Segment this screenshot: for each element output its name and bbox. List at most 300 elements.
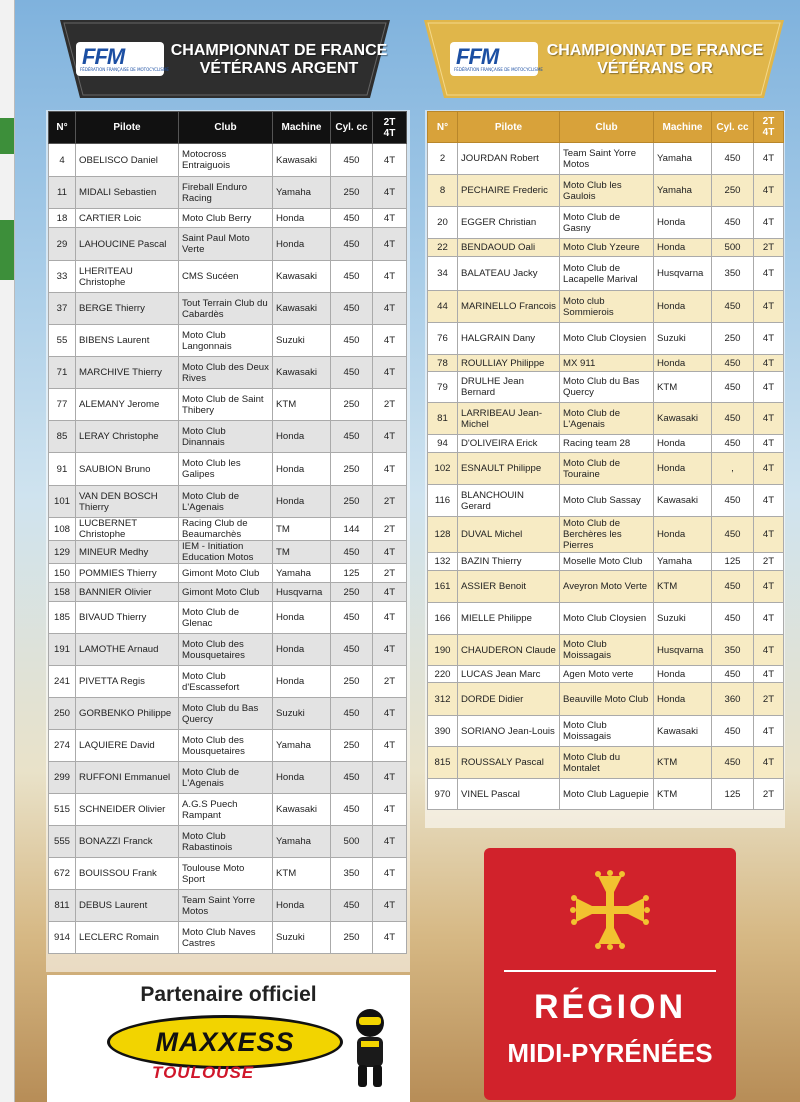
col-machine: Machine: [273, 112, 331, 144]
cell-machine: Honda: [654, 291, 712, 323]
cell-club: IEM - Initiation Education Motos: [179, 541, 273, 564]
cell-club: Motocross Entraiguois: [179, 144, 273, 177]
cell-machine: Kawasaki: [654, 403, 712, 435]
cell-pilote: BONAZZI Franck: [76, 826, 179, 858]
cell-type: 4T: [754, 403, 784, 435]
cell-pilote: MARCHIVE Thierry: [76, 357, 179, 389]
cell-club: Moto Club de L'Agenais: [179, 762, 273, 794]
cell-cyl: 450: [712, 666, 754, 683]
table-row: [428, 143, 784, 175]
cell-club: Moto Club Cloysien: [560, 323, 654, 355]
maxxess-city: TOULOUSE: [152, 1063, 255, 1082]
cell-type: 2T: [373, 518, 407, 541]
table-row: [428, 779, 784, 810]
partner-title: Partenaire officiel: [140, 983, 317, 1006]
cell-pilote: DEBUS Laurent: [76, 890, 179, 922]
ffm-logo-text: FFM: [456, 44, 499, 69]
cell-cyl: 250: [331, 486, 373, 518]
or-header-row: [428, 112, 784, 143]
cell-club: Aveyron Moto Verte: [560, 571, 654, 603]
cell-pilote: BALATEAU Jacky: [458, 257, 560, 291]
cell-type: 4T: [373, 293, 407, 325]
cell-num: 128: [428, 517, 458, 553]
cell-type: 4T: [754, 716, 784, 747]
col-machine: Machine: [654, 112, 712, 143]
cell-machine: Honda: [273, 453, 331, 486]
cell-num: 150: [49, 564, 76, 583]
table-row: [49, 634, 407, 666]
cell-type: 4T: [754, 355, 784, 372]
cell-cyl: 350: [331, 858, 373, 890]
cell-cyl: 450: [712, 207, 754, 239]
cell-num: 970: [428, 779, 458, 810]
cell-pilote: HALGRAIN Dany: [458, 323, 560, 355]
cell-type: 4T: [373, 261, 407, 293]
cell-type: 4T: [373, 421, 407, 453]
cell-type: 4T: [754, 571, 784, 603]
cell-cyl: 360: [712, 683, 754, 716]
table-row: [428, 207, 784, 239]
col-type-4t: 4T: [762, 127, 775, 138]
cell-cyl: 250: [331, 730, 373, 762]
cell-machine: Yamaha: [654, 175, 712, 207]
cell-pilote: BERGE Thierry: [76, 293, 179, 325]
table-row: [428, 372, 784, 403]
cell-num: 85: [49, 421, 76, 453]
cell-club: Moto Club Sassay: [560, 485, 654, 517]
ffm-logo-text: FFM: [82, 44, 125, 69]
cell-machine: Kawasaki: [654, 485, 712, 517]
cell-cyl: 350: [712, 635, 754, 666]
cell-machine: Honda: [273, 421, 331, 453]
cell-machine: KTM: [273, 389, 331, 421]
argent-title-line2: VÉTÉRANS ARGENT: [199, 60, 359, 77]
cell-pilote: LAMOTHE Arnaud: [76, 634, 179, 666]
table-row: [49, 486, 407, 518]
cell-club: Gimont Moto Club: [179, 564, 273, 583]
cell-pilote: CHAUDERON Claude: [458, 635, 560, 666]
green-tab: [0, 220, 14, 280]
table-row: [428, 517, 784, 553]
cell-club: Moto Club de L'Agenais: [560, 403, 654, 435]
cell-pilote: BIBENS Laurent: [76, 325, 179, 357]
table-row: [49, 730, 407, 762]
cell-pilote: ROUSSALY Pascal: [458, 747, 560, 779]
table-row: [49, 228, 407, 261]
cell-pilote: BLANCHOUIN Gerard: [458, 485, 560, 517]
cell-type: 4T: [754, 291, 784, 323]
argent-header-row: [49, 112, 407, 144]
cell-cyl: 350: [712, 257, 754, 291]
region-line1: RÉGION: [533, 988, 687, 1026]
cell-machine: Suzuki: [273, 922, 331, 954]
table-row: [49, 826, 407, 858]
table-row: [49, 421, 407, 453]
cell-machine: KTM: [654, 747, 712, 779]
or-title-line2: VÉTÉRANS OR: [597, 60, 713, 77]
cell-type: 4T: [754, 635, 784, 666]
cell-pilote: SCHNEIDER Olivier: [76, 794, 179, 826]
cell-type: 4T: [754, 143, 784, 175]
cell-num: 33: [49, 261, 76, 293]
cell-pilote: PIVETTA Regis: [76, 666, 179, 698]
cell-pilote: PECHAIRE Frederic: [458, 175, 560, 207]
cell-cyl: 500: [712, 239, 754, 257]
table-row: [428, 435, 784, 453]
cell-num: 20: [428, 207, 458, 239]
cell-num: 101: [49, 486, 76, 518]
cell-pilote: LAQUIERE David: [76, 730, 179, 762]
cell-machine: Kawasaki: [273, 144, 331, 177]
cell-type: 2T: [754, 779, 784, 810]
cell-cyl: 450: [331, 325, 373, 357]
cell-pilote: MIELLE Philippe: [458, 603, 560, 635]
cell-machine: Yamaha: [273, 826, 331, 858]
cell-type: 4T: [754, 435, 784, 453]
table-row: [428, 403, 784, 435]
cell-type: 4T: [373, 890, 407, 922]
cell-num: 22: [428, 239, 458, 257]
cell-num: 79: [428, 372, 458, 403]
cell-machine: TM: [273, 541, 331, 564]
table-row: [428, 453, 784, 485]
argent-banner: [60, 20, 390, 98]
cell-type: 4T: [373, 602, 407, 634]
cell-club: Moto Club Moissagais: [560, 716, 654, 747]
cell-num: 299: [49, 762, 76, 794]
cell-cyl: 500: [331, 826, 373, 858]
cell-pilote: LAHOUCINE Pascal: [76, 228, 179, 261]
cell-club: Toulouse Moto Sport: [179, 858, 273, 890]
cell-machine: Husqvarna: [654, 257, 712, 291]
cell-pilote: MIDALI Sebastien: [76, 177, 179, 209]
table-row: [428, 683, 784, 716]
col-type-2t: 2T: [762, 116, 775, 127]
table-row: [428, 635, 784, 666]
cell-machine: Honda: [654, 517, 712, 553]
cell-num: 78: [428, 355, 458, 372]
cell-pilote: OBELISCO Daniel: [76, 144, 179, 177]
cell-machine: Honda: [654, 435, 712, 453]
col-pilote: Pilote: [458, 112, 560, 143]
cell-num: 220: [428, 666, 458, 683]
cell-pilote: VAN DEN BOSCH Thierry: [76, 486, 179, 518]
cell-club: Moto Club des Mousquetaires: [179, 634, 273, 666]
table-row: [428, 291, 784, 323]
cell-type: 2T: [754, 683, 784, 716]
cell-pilote: ROULLIAY Philippe: [458, 355, 560, 372]
table-row: [49, 564, 407, 583]
cell-club: Moto Club Laguepie: [560, 779, 654, 810]
cell-type: 2T: [373, 564, 407, 583]
cell-pilote: SORIANO Jean-Louis: [458, 716, 560, 747]
cell-num: 672: [49, 858, 76, 890]
cell-club: Team Saint Yorre Motos: [560, 143, 654, 175]
cell-club: Moto Club Dinannais: [179, 421, 273, 453]
cell-type: 2T: [373, 486, 407, 518]
cell-pilote: MARINELLO Francois: [458, 291, 560, 323]
table-row: [49, 518, 407, 541]
cell-machine: KTM: [273, 858, 331, 890]
cell-type: 4T: [754, 453, 784, 485]
cell-num: 274: [49, 730, 76, 762]
cell-club: Moto club Sommierois: [560, 291, 654, 323]
cell-cyl: 250: [331, 666, 373, 698]
cell-pilote: LHERITEAU Christophe: [76, 261, 179, 293]
col-cyl: Cyl. cc: [331, 112, 373, 144]
cell-type: 4T: [373, 826, 407, 858]
col-type-2t: 2T: [383, 116, 396, 128]
cell-cyl: 450: [712, 435, 754, 453]
rider-mascot-icon: [347, 1007, 393, 1089]
cell-num: 515: [49, 794, 76, 826]
cell-pilote: DUVAL Michel: [458, 517, 560, 553]
cell-machine: KTM: [654, 779, 712, 810]
cell-cyl: 250: [712, 323, 754, 355]
cell-cyl: 450: [331, 762, 373, 794]
cell-machine: Honda: [654, 453, 712, 485]
cell-club: Team Saint Yorre Motos: [179, 890, 273, 922]
occitan-cross-icon: [570, 870, 650, 950]
cell-cyl: 125: [712, 779, 754, 810]
ffm-logo: [76, 42, 169, 76]
cell-pilote: POMMIES Thierry: [76, 564, 179, 583]
cell-num: 71: [49, 357, 76, 389]
table-row: [428, 239, 784, 257]
table-row: [428, 323, 784, 355]
cell-pilote: ESNAULT Philippe: [458, 453, 560, 485]
cell-pilote: EGGER Christian: [458, 207, 560, 239]
table-row: [428, 257, 784, 291]
cell-cyl: 450: [712, 571, 754, 603]
cell-machine: Suzuki: [273, 698, 331, 730]
cell-club: Moto Club d'Escassefort: [179, 666, 273, 698]
table-row: [49, 144, 407, 177]
table-row: [49, 583, 407, 602]
cell-pilote: MINEUR Medhy: [76, 541, 179, 564]
cell-pilote: ASSIER Benoit: [458, 571, 560, 603]
cell-cyl: 450: [712, 747, 754, 779]
cell-pilote: BENDAOUD Oali: [458, 239, 560, 257]
cell-num: 11: [49, 177, 76, 209]
cell-cyl: 250: [331, 922, 373, 954]
cell-cyl: 450: [712, 403, 754, 435]
cell-num: 2: [428, 143, 458, 175]
cell-num: 81: [428, 403, 458, 435]
cell-machine: Honda: [654, 207, 712, 239]
ffm-logo-subtitle: FÉDÉRATION FRANÇAISE DE MOTOCYCLISME: [80, 67, 169, 72]
cell-club: Moto Club Berry: [179, 209, 273, 228]
cell-pilote: LUCBERNET Christophe: [76, 518, 179, 541]
table-row: [428, 747, 784, 779]
table-row: [49, 261, 407, 293]
cell-pilote: SAUBION Bruno: [76, 453, 179, 486]
cell-machine: Honda: [273, 486, 331, 518]
or-title: [540, 42, 770, 78]
cell-cyl: 450: [331, 144, 373, 177]
cell-club: A.G.S Puech Rampant: [179, 794, 273, 826]
cell-club: Moto Club des Mousquetaires: [179, 730, 273, 762]
cell-pilote: VINEL Pascal: [458, 779, 560, 810]
cell-num: 55: [49, 325, 76, 357]
cell-cyl: 450: [712, 143, 754, 175]
cell-club: MX 911: [560, 355, 654, 372]
cell-num: 811: [49, 890, 76, 922]
ffm-logo-subtitle: FÉDÉRATION FRANÇAISE DE MOTOCYCLISME: [454, 67, 543, 72]
cell-cyl: 450: [331, 698, 373, 730]
table-row: [428, 716, 784, 747]
col-num: N°: [49, 112, 76, 144]
cell-num: 34: [428, 257, 458, 291]
cell-club: Agen Moto verte: [560, 666, 654, 683]
table-row: [428, 666, 784, 683]
cell-club: Moto Club Rabastinois: [179, 826, 273, 858]
cell-type: 4T: [754, 175, 784, 207]
cell-pilote: LERAY Christophe: [76, 421, 179, 453]
cell-cyl: 450: [331, 209, 373, 228]
cell-type: 4T: [373, 858, 407, 890]
col-num: N°: [428, 112, 458, 143]
cell-machine: Kawasaki: [273, 357, 331, 389]
cell-club: Tout Terrain Club du Cabardès: [179, 293, 273, 325]
cell-cyl: 450: [331, 293, 373, 325]
maxxess-logo: [107, 1015, 343, 1069]
cell-num: 37: [49, 293, 76, 325]
cell-type: 4T: [754, 323, 784, 355]
cell-club: Moselle Moto Club: [560, 553, 654, 571]
cell-club: Moto Club des Deux Rives: [179, 357, 273, 389]
region-line2: MIDI-PYRÉNÉES: [507, 1038, 713, 1068]
cell-num: 312: [428, 683, 458, 716]
table-row: [49, 762, 407, 794]
cell-pilote: LUCAS Jean Marc: [458, 666, 560, 683]
cell-club: Saint Paul Moto Verte: [179, 228, 273, 261]
cell-machine: Honda: [273, 666, 331, 698]
cell-cyl: 450: [331, 421, 373, 453]
cell-cyl: 450: [712, 485, 754, 517]
cell-type: 4T: [373, 209, 407, 228]
cell-machine: KTM: [654, 372, 712, 403]
cell-machine: Suzuki: [654, 603, 712, 635]
cell-club: Beauville Moto Club: [560, 683, 654, 716]
cell-club: Moto Club Cloysien: [560, 603, 654, 635]
cell-machine: Husqvarna: [654, 635, 712, 666]
cell-cyl: 450: [712, 291, 754, 323]
cell-type: 2T: [754, 239, 784, 257]
cell-cyl: 450: [331, 541, 373, 564]
cell-pilote: JOURDAN Robert: [458, 143, 560, 175]
cell-num: 18: [49, 209, 76, 228]
col-type-4t: 4T: [383, 127, 396, 139]
cell-machine: Suzuki: [654, 323, 712, 355]
cell-type: 4T: [373, 698, 407, 730]
cell-cyl: 450: [712, 603, 754, 635]
cell-cyl: ,: [712, 453, 754, 485]
cell-type: 4T: [373, 634, 407, 666]
cell-cyl: 250: [331, 453, 373, 486]
cell-num: 77: [49, 389, 76, 421]
cell-num: 4: [49, 144, 76, 177]
cell-club: Moto Club de Touraine: [560, 453, 654, 485]
cell-club: Moto Club Naves Castres: [179, 922, 273, 954]
cell-pilote: RUFFONI Emmanuel: [76, 762, 179, 794]
cell-num: 8: [428, 175, 458, 207]
cell-club: Moto Club Moissagais: [560, 635, 654, 666]
region-logo: [484, 848, 736, 1100]
table-row: [49, 698, 407, 730]
cell-machine: Honda: [273, 228, 331, 261]
cell-type: 4T: [754, 747, 784, 779]
cell-num: 129: [49, 541, 76, 564]
table-row: [49, 666, 407, 698]
cell-cyl: 450: [331, 602, 373, 634]
cell-pilote: LECLERC Romain: [76, 922, 179, 954]
table-row: [428, 355, 784, 372]
cell-machine: Honda: [654, 666, 712, 683]
cell-machine: Yamaha: [273, 564, 331, 583]
cell-machine: Suzuki: [273, 325, 331, 357]
cell-num: 44: [428, 291, 458, 323]
argent-table-body: [49, 144, 407, 954]
or-table: [427, 111, 784, 810]
cell-pilote: CARTIER Loic: [76, 209, 179, 228]
cell-machine: Honda: [273, 634, 331, 666]
or-title-line1: CHAMPIONNAT DE FRANCE: [546, 42, 764, 59]
cell-machine: Honda: [273, 890, 331, 922]
cell-type: 4T: [754, 372, 784, 403]
cell-num: 102: [428, 453, 458, 485]
cell-cyl: 250: [331, 583, 373, 602]
table-row: [428, 485, 784, 517]
cell-num: 116: [428, 485, 458, 517]
cell-pilote: DORDE Didier: [458, 683, 560, 716]
cell-club: Moto Club de Lacapelle Marival: [560, 257, 654, 291]
cell-cyl: 450: [331, 228, 373, 261]
cell-num: 29: [49, 228, 76, 261]
table-row: [428, 603, 784, 635]
cell-machine: Honda: [654, 239, 712, 257]
cell-club: Moto Club de Glenac: [179, 602, 273, 634]
green-tab: [0, 118, 14, 154]
cell-club: Moto Club du Bas Quercy: [179, 698, 273, 730]
cell-num: 250: [49, 698, 76, 730]
argent-title: [164, 42, 394, 78]
cell-pilote: ALEMANY Jerome: [76, 389, 179, 421]
argent-table: [48, 111, 407, 954]
cell-type: 4T: [754, 207, 784, 239]
table-row: [49, 293, 407, 325]
or-banner: [424, 20, 784, 98]
cell-club: Moto Club les Gaulois: [560, 175, 654, 207]
cell-cyl: 450: [331, 634, 373, 666]
cell-pilote: BIVAUD Thierry: [76, 602, 179, 634]
region-divider: [504, 970, 716, 972]
cell-cyl: 250: [331, 177, 373, 209]
cell-machine: Honda: [273, 602, 331, 634]
left-page-edge: [0, 0, 15, 1102]
cell-num: 815: [428, 747, 458, 779]
cell-num: 390: [428, 716, 458, 747]
cell-num: 76: [428, 323, 458, 355]
cell-club: Moto Club de L'Agenais: [179, 486, 273, 518]
cell-club: Moto Club de Berchères les Pierres: [560, 517, 654, 553]
cell-cyl: 125: [712, 553, 754, 571]
cell-machine: Yamaha: [654, 553, 712, 571]
col-pilote: Pilote: [76, 112, 179, 144]
cell-cyl: 450: [712, 372, 754, 403]
cell-type: 4T: [754, 485, 784, 517]
cell-type: 4T: [373, 453, 407, 486]
